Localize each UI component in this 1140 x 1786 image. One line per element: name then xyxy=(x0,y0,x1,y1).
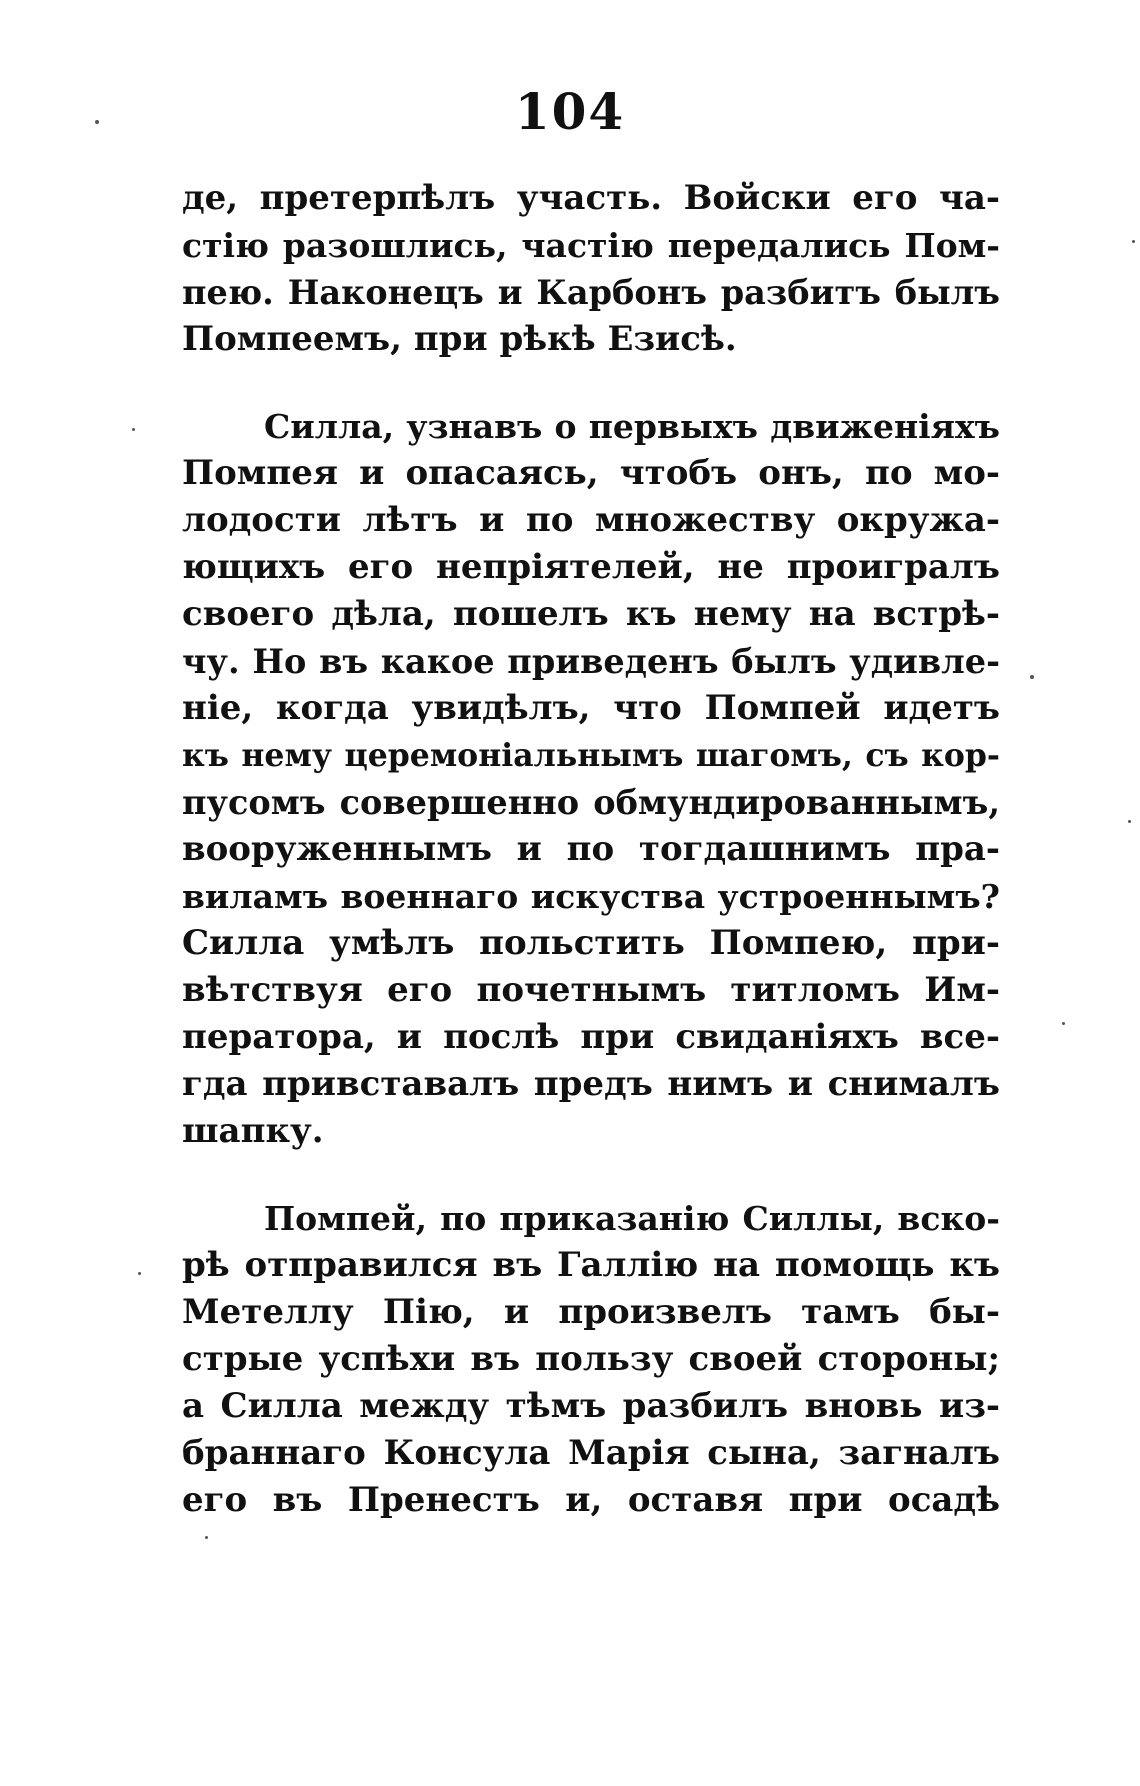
scan-speck xyxy=(1062,1022,1065,1025)
text-line: стрые успѣхи въ пользу своей стороны; xyxy=(182,1339,1000,1379)
text-line: Помпея и опасаясь, чтобъ онъ, по мо- xyxy=(182,453,1000,493)
text-line: виламъ военнаго искуства устроеннымъ? xyxy=(182,877,1000,916)
scan-speck xyxy=(138,1272,141,1275)
text-line: вооруженнымъ и по тогдашнимъ пра- xyxy=(182,829,1000,869)
text-line: ніе, когда увидѣлъ, что Помпей идетъ xyxy=(182,688,1000,728)
text-line: Силла, узнавъ о первыхъ движеніяхъ xyxy=(264,407,1000,446)
text-line: шапку. xyxy=(182,1111,324,1151)
text-line: Силла умѣлъ польстить Помпею, при- xyxy=(182,923,1000,963)
paragraph-1 xyxy=(182,175,1000,363)
text-line: гда привставалъ предъ нимъ и снималъ xyxy=(182,1064,1000,1104)
text-line: а Силла между тѣмъ разбилъ вновь из- xyxy=(182,1386,1000,1426)
scan-speck xyxy=(132,428,135,431)
text-line: Помпеемъ, при рѣкѣ Езисѣ. xyxy=(182,319,737,359)
text-line: стію разошлись, частію передались Пом- xyxy=(182,226,1000,265)
text-line: Метеллу Пію, и произвелъ тамъ бы- xyxy=(182,1292,1000,1332)
text-line: рѣ отправился въ Галлію на помощь къ xyxy=(182,1245,1000,1285)
text-line: ператора, и послѣ при свиданіяхъ все- xyxy=(182,1017,1000,1057)
scan-speck xyxy=(1030,675,1034,679)
scan-speck xyxy=(1128,820,1131,823)
text-line: де, претерпѣлъ участь. Войски его ча- xyxy=(182,178,1000,218)
text-line: пусомъ совершенно обмундированнымъ, xyxy=(182,783,1000,822)
text-line: браннаго Консула Марія сына, загналъ xyxy=(182,1433,1000,1473)
paragraph-3 xyxy=(182,1195,1000,1524)
text-line: пею. Наконецъ и Карбонъ разбитъ былъ xyxy=(182,273,1000,312)
text-line: ющихъ его непріятелей, не проигралъ xyxy=(182,547,1000,587)
text-line: чу. Но въ какое приведенъ былъ удивле- xyxy=(182,642,1000,681)
page-number: 104 xyxy=(514,82,626,141)
text-line: вѣтствуя его почетнымъ титломъ Им- xyxy=(182,970,1000,1010)
text-line: лодости лѣтъ и по множеству окружа- xyxy=(182,500,1000,540)
text-line: его въ Пренестъ и, оставя при осадѣ xyxy=(182,1480,1000,1520)
scan-speck xyxy=(95,120,99,124)
scan-speck xyxy=(205,1536,208,1539)
text-line: своего дѣла, пошелъ къ нему на встрѣ- xyxy=(182,594,1000,634)
text-line: Помпей, по приказанію Силлы, вско- xyxy=(264,1199,1000,1238)
paragraph-2 xyxy=(182,403,1000,1155)
text-line: къ нему церемоніальнымъ шагомъ, съ кор- xyxy=(182,737,1000,774)
scan-speck xyxy=(1132,240,1135,243)
